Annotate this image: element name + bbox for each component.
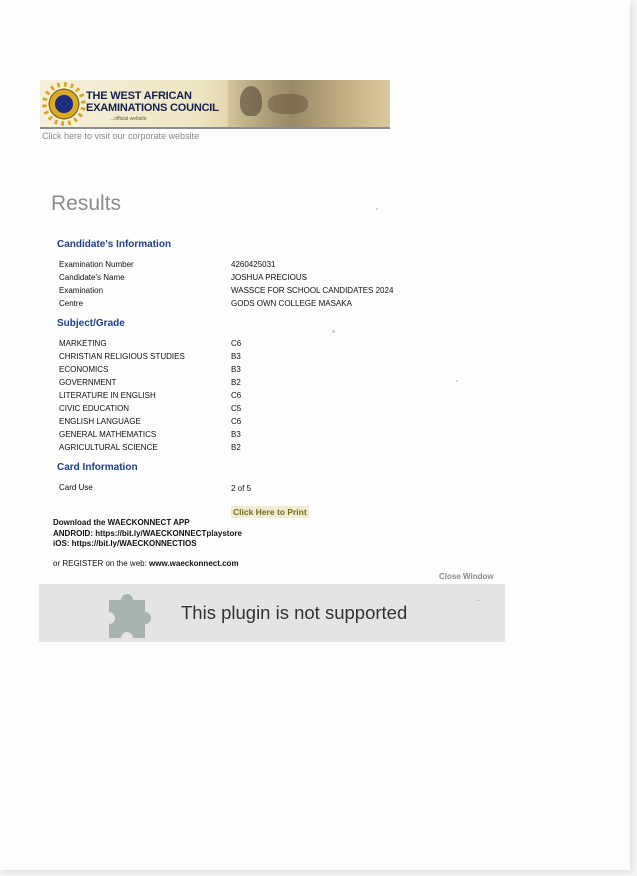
subject-grade: B3 bbox=[231, 352, 241, 361]
org-name bbox=[86, 90, 226, 114]
subject-name: CIVIC EDUCATION bbox=[59, 404, 130, 413]
card-use-label: Card Use bbox=[59, 483, 93, 492]
subject-name: GOVERNMENT bbox=[59, 378, 117, 387]
register-prefix: or REGISTER on the web: bbox=[53, 559, 150, 568]
examination-label: Examination bbox=[59, 286, 104, 295]
scan-speck bbox=[332, 330, 335, 333]
subject-name: ENGLISH LANGUAGE bbox=[59, 417, 141, 426]
scan-speck bbox=[376, 208, 378, 210]
examination-value: WASSCE FOR SCHOOL CANDIDATES 2024 bbox=[231, 286, 394, 295]
centre-value: GODS OWN COLLEGE MASAKA bbox=[231, 299, 352, 308]
candidate-name-label: Candidate's Name bbox=[59, 273, 125, 282]
card-info-heading: Card Information bbox=[57, 462, 138, 473]
register-url-link[interactable]: www.waeckonnect.com bbox=[149, 559, 239, 568]
org-name-line2: EXAMINATIONS COUNCIL bbox=[86, 102, 219, 114]
candidate-name-value: JOSHUA PRECIOUS bbox=[231, 273, 308, 282]
exam-number-value: 4260425031 bbox=[231, 260, 276, 269]
print-button[interactable]: Click Here to Print bbox=[233, 507, 307, 517]
register-line bbox=[53, 559, 239, 568]
waec-seal-logo bbox=[46, 86, 82, 122]
banner-photo bbox=[228, 80, 390, 128]
app-download-info bbox=[53, 518, 242, 550]
subject-grade: B2 bbox=[231, 443, 241, 452]
subject-name: AGRICULTURAL SCIENCE bbox=[59, 443, 158, 452]
org-name-line1: THE WEST AFRICAN bbox=[86, 90, 192, 102]
android-link[interactable]: ANDROID: https://bit.ly/WAECKONNECTplaystore bbox=[53, 528, 242, 538]
subject-grade: C6 bbox=[231, 391, 242, 400]
corporate-website-link[interactable]: Click here to visit our corporate website bbox=[42, 131, 200, 141]
subject-grade-heading: Subject/Grade bbox=[57, 318, 125, 329]
card-use-value: 2 of 5 bbox=[231, 484, 252, 493]
subject-grade: C6 bbox=[231, 417, 242, 426]
plugin-message: This plugin is not supported bbox=[181, 602, 408, 623]
subject-name: GENERAL MATHEMATICS bbox=[59, 430, 157, 439]
subject-grade: B3 bbox=[231, 430, 241, 439]
subject-grade: C6 bbox=[231, 339, 242, 348]
scan-speck bbox=[477, 600, 480, 601]
subject-grade: C5 bbox=[231, 404, 242, 413]
candidate-info-heading: Candidate's Information bbox=[57, 239, 172, 250]
ios-link[interactable]: iOS: https://bit.ly/WAECKONNECTIOS bbox=[53, 539, 197, 548]
subject-grade: B2 bbox=[231, 378, 241, 387]
app-download-title: Download the WAECKONNECT APP bbox=[53, 518, 190, 527]
subject-name: MARKETING bbox=[59, 339, 107, 348]
subject-name: ECONOMICS bbox=[59, 365, 109, 374]
banner-photo-figure bbox=[268, 94, 308, 114]
subject-name: LITERATURE IN ENGLISH bbox=[59, 391, 156, 400]
puzzle-piece-icon bbox=[105, 586, 161, 642]
waec-banner[interactable] bbox=[40, 80, 390, 128]
scan-speck bbox=[456, 380, 458, 382]
exam-number-label: Examination Number bbox=[59, 260, 134, 269]
banner-photo-figure bbox=[240, 86, 262, 116]
unsupported-plugin-placeholder bbox=[39, 584, 505, 642]
org-tagline: ...official website bbox=[110, 116, 147, 122]
subject-name: CHRISTIAN RELIGIOUS STUDIES bbox=[59, 352, 185, 361]
close-window-link[interactable]: Close Window bbox=[439, 572, 494, 581]
subject-grade: B3 bbox=[231, 365, 241, 374]
banner-divider bbox=[40, 127, 390, 129]
page-title: Results bbox=[51, 192, 122, 215]
centre-label: Centre bbox=[59, 299, 84, 308]
